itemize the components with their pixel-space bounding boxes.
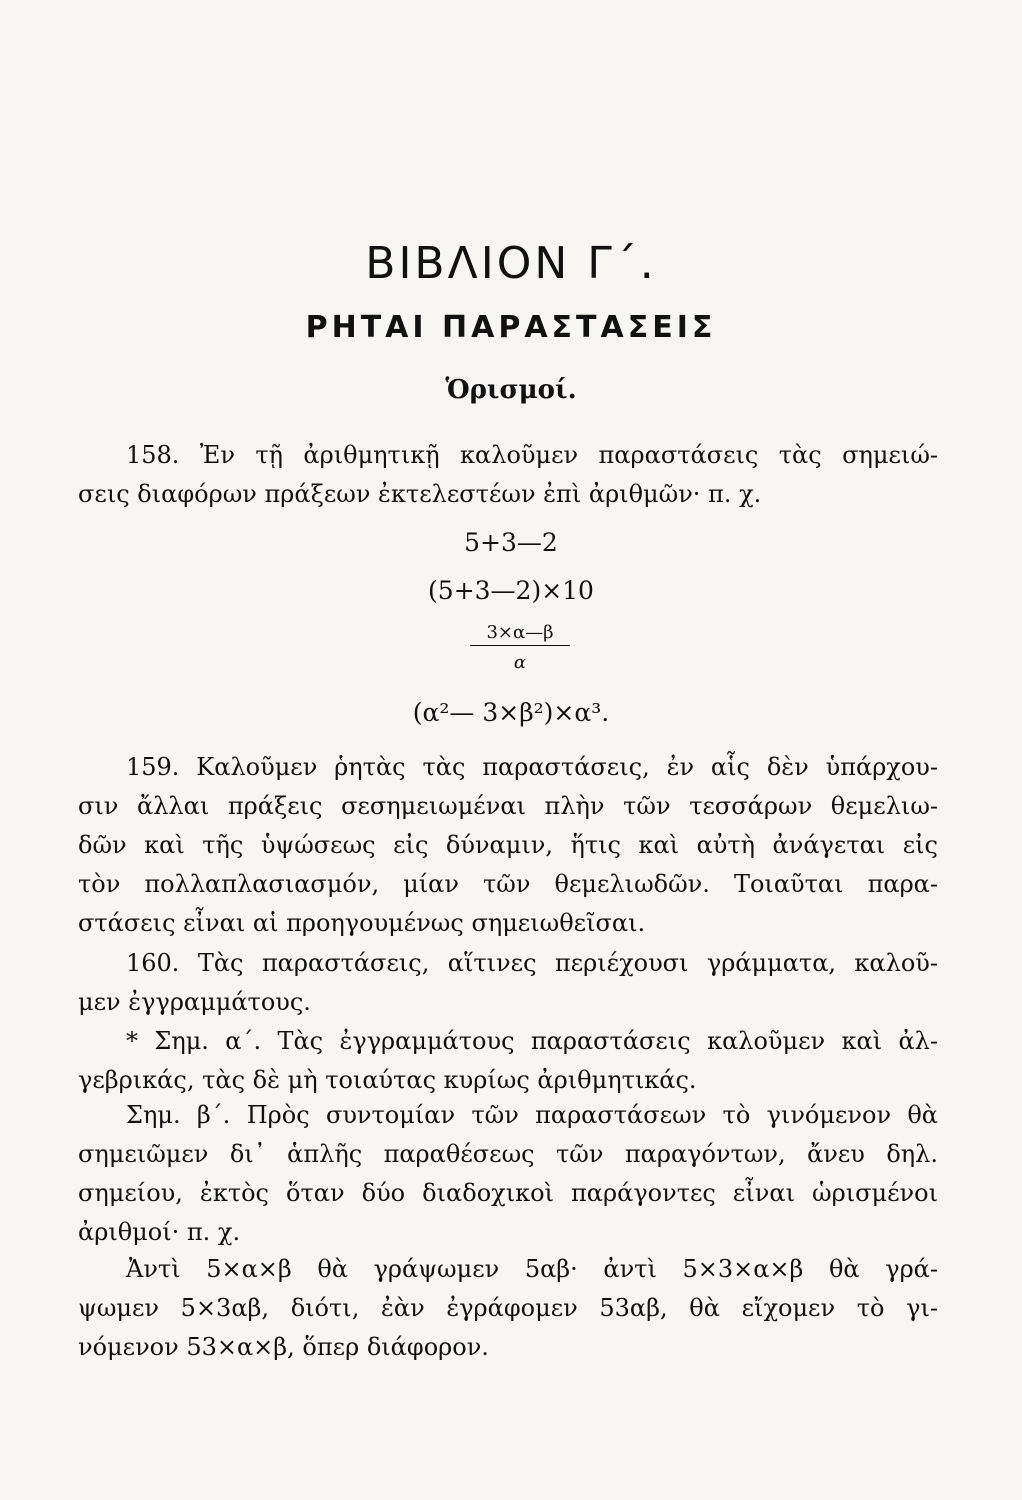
paragraph-line: Ἀντὶ 5×α×β θὰ γράψωμεν 5αβ· ἀντὶ 5×3×α×β θὰ γρά- <box>126 1255 938 1283</box>
book-title: ΒΙΒΛΙΟΝ Γ΄. <box>365 238 657 289</box>
paragraph-line: 160. Τὰς παραστάσεις, αἵτινες περιέχουσι γράμματα, καλοῦ- <box>126 949 938 977</box>
paragraph-159 <box>78 748 938 943</box>
paragraph-line: σημείου, ἐκτὸς ὅταν δύο διαδοχικοὶ παράγοντες εἶναι ὡρισμένοι <box>78 1179 938 1207</box>
section-title: Ὁρισμοί. <box>445 375 577 405</box>
paragraph-line: σημειῶμεν δι᾽ ἁπλῆς παραθέσεως τῶν παραγόντων, ἄνευ δηλ. <box>78 1140 938 1168</box>
paragraph-line: * Σημ. α΄. Τὰς ἐγγραμμάτους παραστάσεις καλοῦμεν καὶ ἀλ- <box>126 1027 938 1055</box>
paragraph-160 <box>78 944 938 1022</box>
paragraph-line: στάσεις εἶναι αἱ προηγουμένως σημειωθεῖσαι. <box>78 909 646 937</box>
paragraph-158 <box>78 436 938 514</box>
paragraph-line: ψωμεν 5×3αβ, διότι, ἐὰν ἐγράφομεν 53αβ, θὰ εἴχομεν τὸ γι- <box>78 1294 938 1322</box>
paragraph-line: Σημ. β΄. Πρὸς συντομίαν τῶν παραστάσεων τὸ γινόμενον θὰ <box>126 1101 938 1129</box>
paragraph-line: δῶν καὶ τῆς ὑψώσεως εἰς δύναμιν, ἥτις καὶ αὐτὴ ἀνάγεται εἰς <box>78 831 938 859</box>
paragraph-line: μεν ἐγγραμμάτους. <box>78 988 311 1016</box>
paragraph-example <box>78 1250 938 1367</box>
paragraph-line: 158. Ἐν τῇ ἀριθμητικῇ καλοῦμεν παραστάσεις τὰς σημειώ- <box>126 441 938 469</box>
paragraph-line: 159. Καλοῦμεν ῥητὰς τὰς παραστάσεις, ἐν αἷς δὲν ὑπάρχου- <box>126 753 938 781</box>
fraction-denominator: α <box>513 652 527 673</box>
formula-1: 5+3—2 <box>464 528 558 557</box>
paragraph-line: σιν ἄλλαι πράξεις σεσημειωμέναι πλὴν τῶν τεσσάρων θεμελιω- <box>78 792 938 820</box>
paragraph-line: νόμενον 53×α×β, ὅπερ διάφορον. <box>78 1333 489 1361</box>
fraction-numerator: 3×α—β <box>470 622 570 646</box>
note-beta <box>78 1096 938 1252</box>
paragraph-line: τὸν πολλαπλασιασμόν, μίαν τῶν θεμελιωδῶν. Τοιαῦται παρα- <box>78 870 938 898</box>
chapter-title: ΡΗΤΑΙ ΠΑΡΑΣΤΑΣΕΙΣ <box>305 310 717 345</box>
note-alpha <box>78 1022 938 1100</box>
paragraph-line: σεις διαφόρων πράξεων ἐκτελεστέων ἐπὶ ἀριθμῶν· π. χ. <box>78 480 762 508</box>
formula-2: (5+3—2)×10 <box>428 576 594 605</box>
paragraph-line: γεβρικάς, τὰς δὲ μὴ τοιαύτας κυρίως ἀριθμητικάς. <box>78 1066 697 1094</box>
formula-3-fraction <box>470 622 570 673</box>
formula-4: (α²— 3×β²)×α³. <box>412 698 610 727</box>
paragraph-line: ἀριθμοί· π. χ. <box>78 1218 241 1246</box>
